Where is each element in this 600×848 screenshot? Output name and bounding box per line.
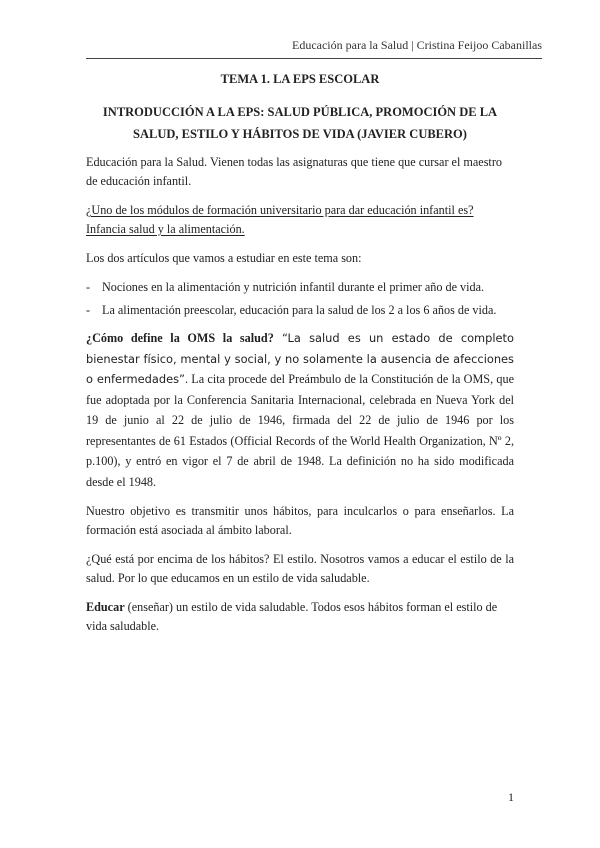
document-subtitle <box>86 101 514 145</box>
subtitle-line-2: SALUD, ESTILO Y HÁBITOS DE VIDA (JAVIER CUBERO) <box>133 127 467 141</box>
articles-list <box>86 278 514 320</box>
document-title: TEMA 1. LA EPS ESCOLAR <box>220 72 380 86</box>
list-item-text: La alimentación preescolar, educación para la salud de los 2 a los 6 años de vida. <box>102 303 497 317</box>
question-paragraph: ¿Uno de los módulos de formación universitario para dar educación infantil es? Infancia salud y la alimentación. <box>86 203 474 236</box>
header-rule <box>86 58 542 59</box>
list-item <box>86 278 514 297</box>
oms-question: ¿Cómo define la OMS la salud? <box>86 331 274 345</box>
articles-intro: Los dos artículos que vamos a estudiar en este tema son: <box>86 251 362 265</box>
educar-bold: Educar <box>86 600 125 614</box>
list-dash: - <box>86 303 91 317</box>
oms-rest: . La cita procede del Preámbulo de la Constitución de la OMS, que fue adoptada por la Conferencia Sanitaria Internacional, celebrada en Nueva York del 19 de junio al 22 de julio de 1946, firmada del 22 de julio de 1946 por los representantes de 61 Estados (Official Records of the World Health Organization, Nº 2, p.100), y entró en vigor el 7 de abril de 1948. La definición no ha sido modificada desde el 1948. <box>86 372 515 489</box>
objective-paragraph: Nuestro objetivo es transmitir unos hábitos, para inculcarlos o para enseñarlos. La formación está asociada al ámbito laboral. <box>86 504 514 537</box>
intro-paragraph: Educación para la Salud. Vienen todas las asignaturas que tiene que cursar el maestro de educación infantil. <box>86 155 502 188</box>
educar-rest: (enseñar) un estilo de vida saludable. Todos esos hábitos forman el estilo de vida saludable. <box>86 600 498 633</box>
list-item-text: Nociones en la alimentación y nutrición infantil durante el primer año de vida. <box>102 280 485 294</box>
educar-paragraph <box>86 598 514 636</box>
oms-definition-paragraph <box>86 328 514 492</box>
page-number: 1 <box>508 790 514 804</box>
list-item <box>86 301 514 320</box>
page-content <box>86 70 514 646</box>
list-dash: - <box>86 280 91 294</box>
running-header: Educación para la Salud | Cristina Feijoo Cabanillas <box>291 38 542 52</box>
oms-quote: “La salud es un estado de completo bienestar físico, mental y social, y no solamente la ausencia de afecciones o enfermedades” <box>86 331 514 386</box>
subtitle-line-1: INTRODUCCIÓN A LA EPS: SALUD PÚBLICA, PROMOCIÓN DE LA <box>102 105 498 119</box>
style-paragraph: ¿Qué está por encima de los hábitos? El estilo. Nosotros vamos a educar el estilo de la salud. Por lo que educamos en un estilo de vida saludable. <box>86 552 514 585</box>
